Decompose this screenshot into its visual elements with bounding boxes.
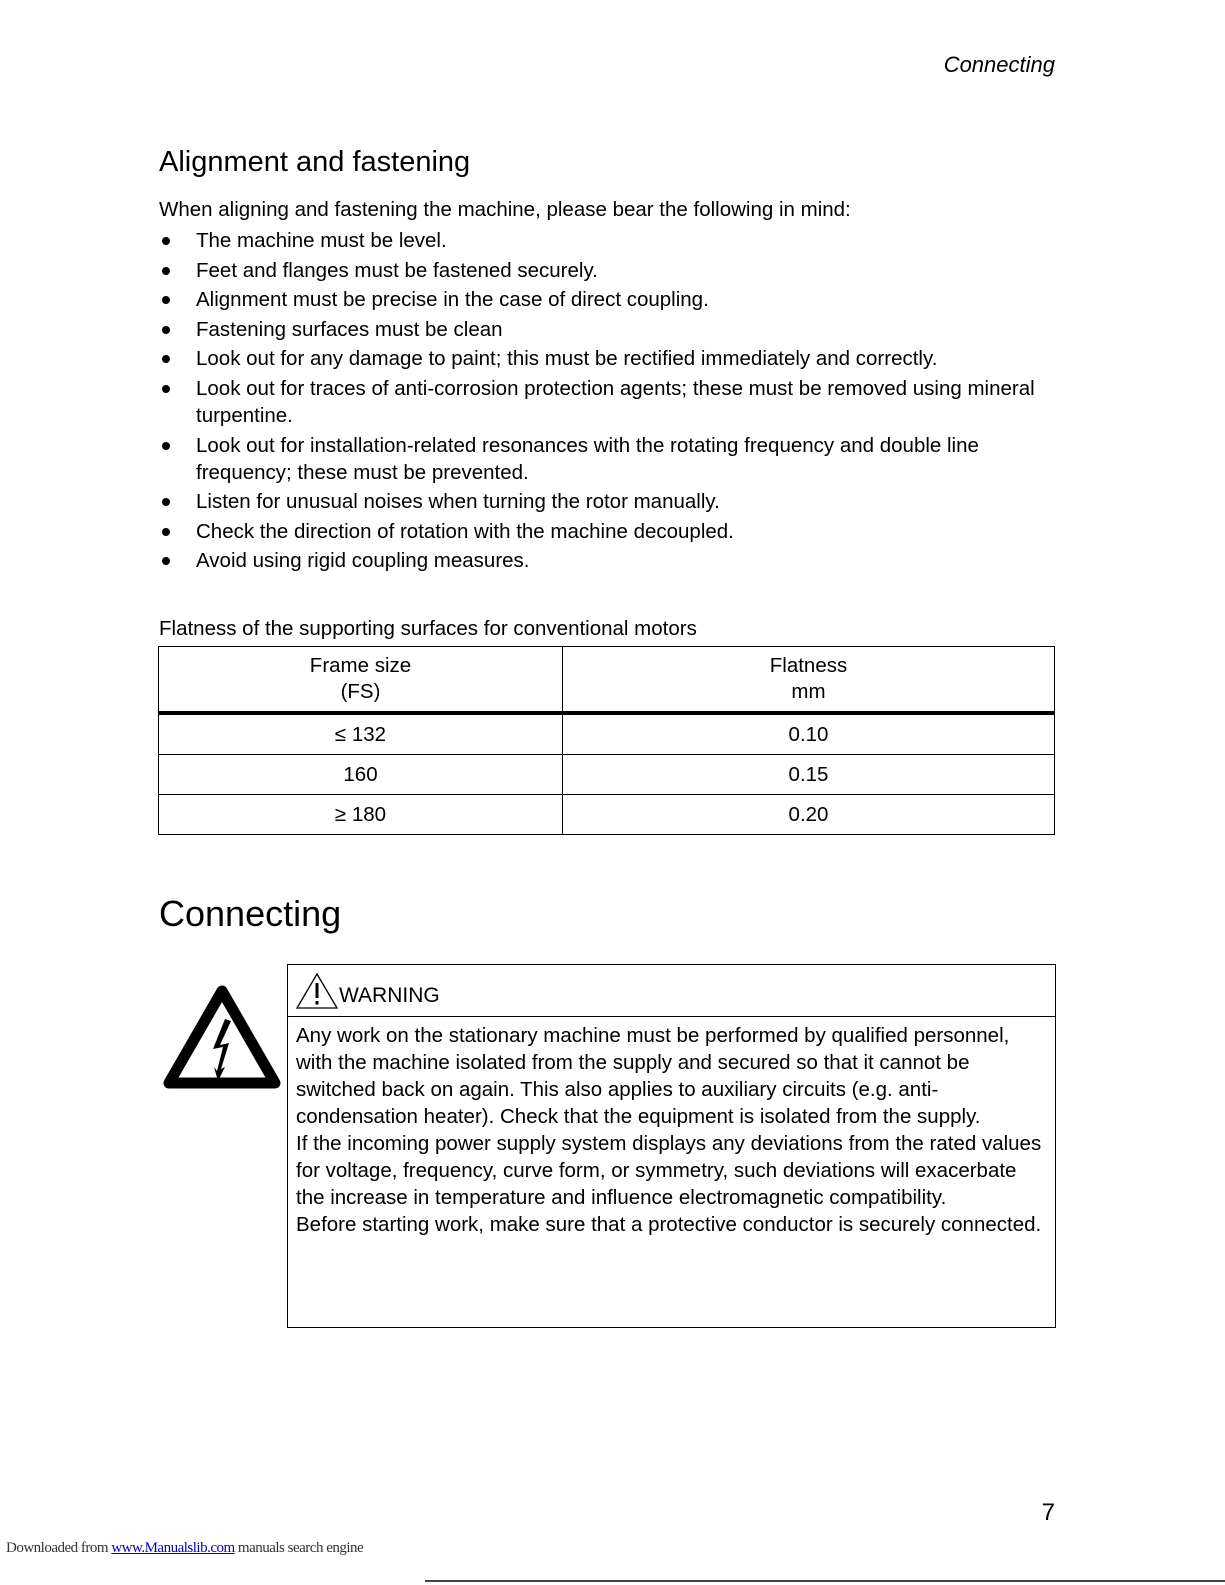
list-item: Look out for any damage to paint; this must be rectified immediately and correctly. [159, 345, 1039, 372]
list-item: Check the direction of rotation with the machine decoupled. [159, 518, 1039, 545]
table-cell: 0.10 [563, 713, 1055, 755]
warning-box [287, 964, 1056, 1328]
table-cell: 0.20 [563, 795, 1055, 835]
column-header-flatness: Flatness mm [563, 647, 1055, 714]
list-item: Alignment must be precise in the case of direct coupling. [159, 286, 1039, 313]
list-item: Fastening surfaces must be clean [159, 316, 1039, 343]
warning-header [288, 965, 1055, 1017]
warning-paragraph: If the incoming power supply system displays any deviations from the rated values for voltage, frequency, curve form, or symmetry, such deviations will exacerbate the increase in temperature and influence electromagnetic compatibility. [296, 1132, 1042, 1209]
table-header-row [159, 647, 1055, 714]
table-caption: Flatness of the supporting surfaces for conventional motors [159, 617, 697, 640]
list-item: Avoid using rigid coupling measures. [159, 547, 1039, 574]
warning-paragraph: Before starting work, make sure that a protective conductor is securely connected. [296, 1213, 1042, 1236]
warning-paragraph: Any work on the stationary machine must be performed by qualified personnel, with the machine isolated from the supply and secured so that it cannot be switched back on again. This also applies to auxiliary circuits (e.g. anti-condensation heater). Check that the equipment is isolated from the supply. [296, 1024, 1010, 1128]
bullet-list [159, 227, 1039, 577]
running-header: Connecting [943, 52, 1055, 77]
list-item: Look out for traces of anti-corrosion protection agents; these must be removed using mineral turpentine. [159, 375, 1039, 429]
warning-text [288, 1017, 1055, 1238]
column-header-frame-size: Frame size (FS) [159, 647, 563, 714]
list-item: Look out for installation-related resonances with the rotating frequency and double line frequency; these must be prevented. [159, 432, 1039, 486]
table-row [159, 795, 1055, 835]
table-row [159, 713, 1055, 755]
table-cell: ≥ 180 [159, 795, 563, 835]
table-cell: 160 [159, 755, 563, 795]
table-cell: ≤ 132 [159, 713, 563, 755]
download-footer: Downloaded from www.Manualslib.com manuals search engine [6, 1540, 364, 1556]
list-item: The machine must be level. [159, 227, 1039, 254]
footer-divider [425, 1580, 1225, 1582]
intro-text: When aligning and fastening the machine, please bear the following in mind: [159, 198, 851, 221]
electric-shock-hazard-icon [163, 983, 281, 1093]
section-heading-connecting: Connecting [159, 893, 342, 934]
manualslib-link[interactable]: www.Manualslib.com [111, 1540, 235, 1556]
section-heading-alignment: Alignment and fastening [159, 146, 471, 178]
warning-triangle-icon [295, 972, 339, 1010]
table-row [159, 755, 1055, 795]
list-item: Feet and flanges must be fastened securely. [159, 257, 1039, 284]
list-item: Listen for unusual noises when turning the rotor manually. [159, 488, 1039, 515]
page-number: 7 [1041, 1499, 1055, 1526]
table-cell: 0.15 [563, 755, 1055, 795]
flatness-table [158, 646, 1055, 835]
warning-label: WARNING [339, 984, 440, 1007]
